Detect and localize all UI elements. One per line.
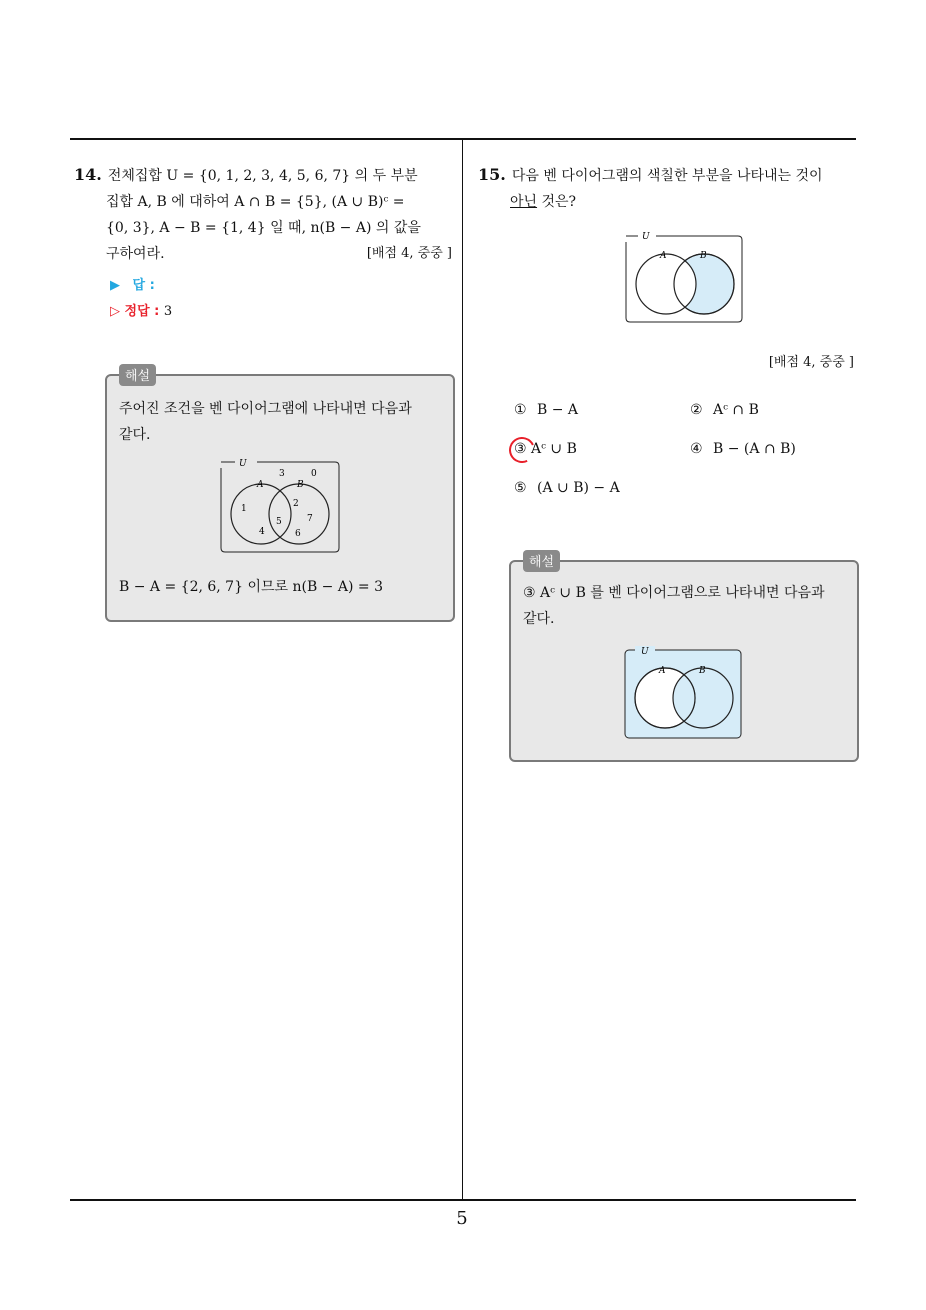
outline-triangle-icon: ▷	[110, 304, 120, 319]
answer-label: 답 :	[132, 278, 155, 293]
choice-3[interactable]	[514, 441, 577, 457]
correct-label: 정답 :	[124, 304, 160, 319]
choice-mark: ②	[690, 402, 703, 418]
question-line: 구하여라.	[106, 246, 165, 262]
choice-text: B − A	[537, 402, 579, 418]
choice-1[interactable]	[514, 402, 578, 418]
choice-text: Aᶜ ∪ B	[531, 441, 577, 457]
venn-element: 7	[307, 514, 313, 524]
solution-tag: 해설	[119, 364, 156, 386]
venn-element: 6	[295, 529, 301, 539]
solution-box-15	[509, 555, 859, 762]
choice-5[interactable]	[514, 480, 620, 496]
venn-element: 5	[276, 517, 282, 527]
set-a-label: A	[659, 666, 666, 676]
correct-value: 3	[163, 304, 173, 319]
set-a-label: A	[257, 480, 264, 490]
column-divider	[462, 140, 463, 1200]
venn-diagram-solution-15	[621, 646, 745, 742]
solution-line: 주어진 조건을 벤 다이어그램에 나타내면 다음과	[119, 401, 412, 417]
choice-mark: ④	[690, 441, 703, 457]
question-line: 전체집합 U = {0, 1, 2, 3, 4, 5, 6, 7} 의 두 부분	[107, 168, 418, 184]
solution-tag: 해설	[523, 550, 560, 572]
universe-label: U	[641, 647, 649, 657]
universe-label: U	[642, 232, 650, 242]
choice-4[interactable]	[690, 441, 796, 457]
question-14-text	[74, 162, 456, 267]
question-14	[74, 162, 456, 325]
selected-circle-icon	[505, 433, 538, 466]
choice-text: B − (A ∩ B)	[713, 441, 796, 457]
choice-2[interactable]	[690, 402, 759, 418]
set-b-label: B	[297, 480, 304, 490]
play-triangle-icon: ▶	[110, 278, 120, 293]
venn-diagram-14	[217, 458, 343, 554]
choice-mark: ⑤	[514, 480, 527, 496]
choice-text: (A ∪ B) − A	[537, 480, 620, 496]
solution-box-14	[105, 369, 455, 622]
points-label: [배점 4, 중중 ]	[366, 246, 452, 261]
choice-mark: ①	[514, 402, 527, 418]
choice-text: Aᶜ ∩ B	[713, 402, 759, 418]
question-line: 것은?	[537, 194, 577, 210]
solution-result: B − A = {2, 6, 7} 이므로 n(B − A) = 3	[119, 579, 383, 595]
underlined-word: 아닌	[510, 194, 538, 210]
top-rule	[70, 138, 856, 140]
venn-diagram-15	[622, 230, 746, 326]
venn-element: 4	[259, 527, 265, 537]
bottom-rule	[70, 1199, 856, 1201]
question-number: 14.	[74, 165, 102, 184]
question-line: 집합 A, B 에 대하여 A ∩ B = {5}, (A ∪ B)ᶜ =	[106, 194, 405, 210]
page-number: 5	[456, 1208, 468, 1229]
set-b-label: B	[699, 666, 706, 676]
question-line: {0, 3}, A − B = {1, 4} 일 때, n(B − A) 의 값을	[106, 220, 421, 236]
solution-line: ③ Aᶜ ∪ B 를 벤 다이어그램으로 나타내면 다음과	[523, 585, 825, 601]
question-15	[478, 162, 858, 215]
points-label: [배점 4, 중중 ]	[768, 355, 854, 370]
choice-mark: ③	[514, 441, 527, 457]
venn-element: 0	[311, 469, 317, 479]
solution-line: 같다.	[523, 611, 555, 627]
venn-element: 3	[279, 469, 285, 479]
question-number: 15.	[478, 165, 506, 184]
answer-row	[110, 273, 456, 299]
venn-element: 2	[293, 499, 299, 509]
set-b-label: B	[700, 251, 707, 261]
universe-label: U	[239, 459, 247, 469]
question-line: 다음 벤 다이어그램의 색칠한 부분을 나타내는 것이	[511, 168, 823, 184]
set-a-label: A	[660, 251, 667, 261]
correct-answer-row	[110, 299, 456, 325]
solution-line: 같다.	[119, 427, 151, 443]
venn-element: 1	[241, 504, 247, 514]
